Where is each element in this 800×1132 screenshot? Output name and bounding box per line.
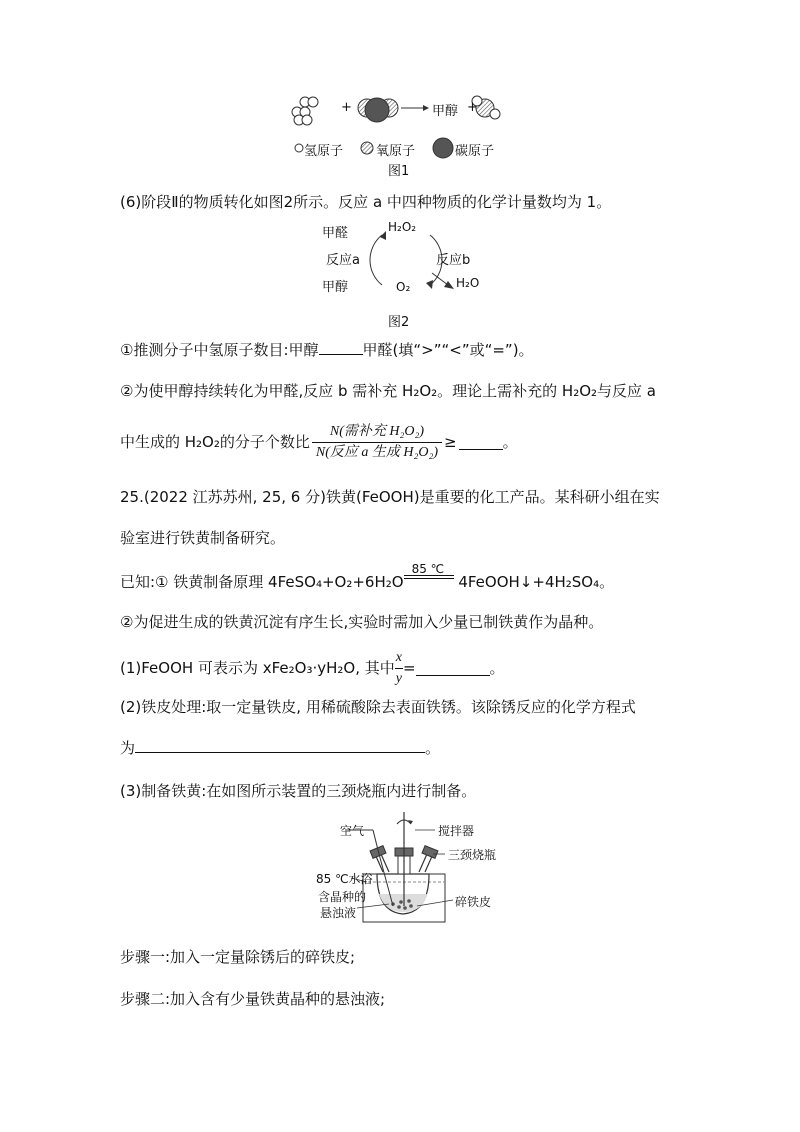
fig1-plus-2: +: [467, 100, 478, 115]
fig1-plus-1: +: [341, 100, 352, 115]
legend-hydrogen: 氢原子: [304, 144, 344, 159]
question-6-2-line1: ②为使甲醇持续转化为甲醛,反应 b 需补充 H₂O₂。理论上需补充的 H₂O₂与反应 a: [120, 382, 656, 400]
part-1-prefix: (1)FeOOH 可表示为 xFe₂O₃·yH₂O, 其中: [120, 659, 395, 677]
fig3-water-bath: 85 ℃水浴: [316, 872, 373, 886]
fig2-methanol: 甲醇: [322, 280, 349, 295]
part-2-line2: [120, 738, 440, 758]
part-2-prefix: 为: [120, 739, 136, 757]
fig3-iron-scraps: 碎铁皮: [455, 895, 492, 909]
answer-blank-part-1[interactable]: [416, 661, 490, 676]
frac-x: x: [395, 648, 403, 669]
ratio-fraction: [312, 422, 442, 463]
part-1-end: 。: [489, 659, 505, 677]
question-25-line1: 25.(2022 江苏苏州, 25, 6 分)铁黄(FeOOH)是重要的化工产品。某科研小组在实: [120, 488, 660, 506]
known-1: [120, 562, 615, 592]
known-1-prefix: 已知:① 铁黄制备原理 4FeSO₄+O₂+6H₂O: [120, 573, 404, 591]
fig3-flask: 三颈烧瓶: [448, 848, 497, 862]
ratio-numerator: N(需补充 H₂O₂): [312, 422, 442, 443]
q6-2-end: 。: [502, 433, 518, 451]
step-1: 步骤一:加入一定量除锈后的碎铁皮;: [120, 948, 356, 966]
fig1-product-methanol: 甲醇: [432, 104, 459, 119]
fig2-formaldehyde: 甲醛: [322, 226, 349, 241]
question-6-2-line2: [120, 420, 518, 464]
legend-carbon: 碳原子: [455, 144, 495, 159]
known-1-suffix: 4FeOOH↓+4H₂SO₄。: [453, 573, 615, 591]
fig2-reaction-b: 反应b: [436, 253, 471, 268]
part-1: [120, 648, 505, 688]
fig2-o2: O₂: [396, 280, 411, 294]
fig3-suspension-1: 含晶种的: [318, 890, 367, 904]
figure-1-caption: 图1: [388, 164, 410, 179]
fig2-h2o: H₂O: [456, 276, 480, 290]
fig3-air: 空气: [340, 824, 365, 838]
figure-2-caption: 图2: [388, 315, 410, 330]
answer-blank-part-2[interactable]: [135, 738, 425, 753]
fig2-h2o2: H₂O₂: [388, 220, 417, 234]
part-1-eq: =: [402, 659, 416, 677]
ratio-denominator: N(反应 a 生成 H₂O₂): [315, 444, 439, 460]
fig3-stirrer: 搅拌器: [438, 824, 475, 838]
frac-y: y: [395, 670, 402, 686]
answer-blank-q6-2[interactable]: [459, 435, 503, 450]
question-6: (6)阶段Ⅱ的物质转化如图2所示。反应 a 中四种物质的化学计量数均为 1。: [120, 193, 612, 211]
part-2-end: 。: [425, 739, 441, 757]
step-2: 步骤二:加入含有少量铁黄晶种的悬浊液;: [120, 990, 386, 1008]
legend-oxygen: 氧原子: [376, 144, 416, 159]
answer-blank-q6-1[interactable]: [319, 340, 363, 355]
part-3: (3)制备铁黄:在如图所示装置的三颈烧瓶内进行制备。: [120, 782, 477, 800]
condition-text: 85 ℃: [411, 562, 445, 576]
x-over-y: [395, 648, 403, 689]
q6-1-suffix: 甲醛(填“>”“<”或“=”)。: [362, 341, 534, 359]
part-2-line1: (2)铁皮处理:取一定量铁皮, 用稀硫酸除去表面铁锈。该除锈反应的化学方程式: [120, 698, 636, 716]
known-2: ②为促进生成的铁黄沉淀有序生长,实验时需加入少量已制铁黄作为晶种。: [120, 613, 604, 631]
ge-sign: ≥: [444, 433, 457, 451]
q6-1-prefix: ①推测分子中氢原子数目:甲醇: [120, 341, 319, 359]
question-6-1: [120, 340, 534, 360]
fig2-reaction-a: 反应a: [326, 253, 360, 268]
fig3-suspension-2: 悬浊液: [320, 906, 357, 920]
q6-2-prefix: 中生成的 H₂O₂的分子个数比: [120, 433, 310, 451]
reaction-condition: [404, 562, 454, 587]
equals-bar: [404, 575, 454, 576]
question-25-line2: 验室进行铁黄制备研究。: [120, 529, 286, 547]
equals-bar-2: [404, 578, 454, 579]
